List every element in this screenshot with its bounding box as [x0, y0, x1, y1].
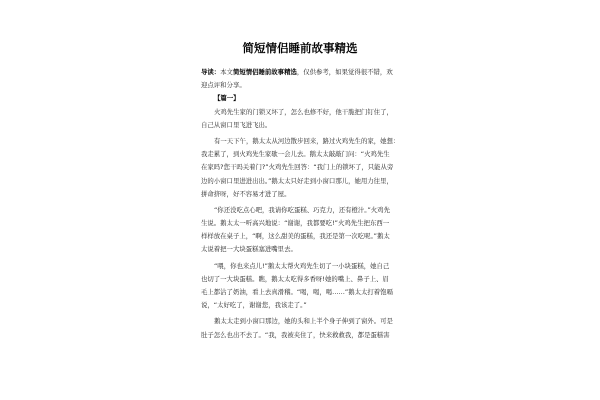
paragraph-line: 肚子怎么也出不去了。“我，我被夹住了，快来救救我，都是蛋糕害 [201, 330, 390, 339]
intro-line [201, 66, 399, 79]
paragraph-line: “喂，你也来点儿!”鹅太太帮火鸡先生切了一小块蛋糕，她自己 [214, 261, 390, 270]
intro-pre: 本文 [220, 68, 233, 76]
paragraph-line: 我走累了，到火鸡先生家歇一会儿去。鹅太太敲敲门问：“火鸡先生 [201, 150, 390, 159]
article-body [201, 66, 399, 342]
paragraph-line: 边的小窗口里进进出出。”鹅太太只好走到小窗口那儿，她用力往里， [201, 176, 393, 185]
intro-post: ，仅供参考，如果觉得很不错，欢 [296, 68, 393, 76]
paragraph-line: 鹅太太走到小窗口那边，她的头和上半个身子伸到了窗外。可是 [214, 317, 393, 326]
paragraph-line: 说，“太好吃了，谢谢您，我该走了。” [201, 301, 307, 310]
paragraph-line: 样样放在桌子上，“啊，这么甜美的蛋糕，我还是第一次吃呢。”鹅太 [201, 232, 390, 241]
paragraph [201, 204, 399, 257]
paragraph-line: 有一天下午，鹅太太从河边散步回来，路过火鸡先生的家，她想： [214, 136, 399, 145]
paragraph-line: “你还没吃点心吧，我请你吃蛋糕、巧克力，还有橙汁。”火鸡先 [214, 205, 390, 214]
paragraph-line: 生说。鹅太太一听高兴地说：“谢谢，我都要吃!”火鸡先生把东西一 [201, 219, 390, 228]
paragraph [201, 106, 399, 132]
paragraph [201, 260, 399, 313]
paragraph-line: 拼命挤呀，好不容易才进了屋。 [201, 189, 291, 198]
intro-label: 导读： [201, 68, 221, 76]
paragraph-line: 火鸡先生家的门锁又坏了，怎么也修不好，他干脆把门钉住了， [214, 107, 393, 116]
paragraph-line: 在家吗?您干吗关着门?”火鸡先生回答：“我门上的锁坏了，只能从旁 [201, 163, 394, 172]
paragraph [201, 315, 399, 341]
paragraph-line: 也切了一大块蛋糕。瞧，鹅太太吃得多香呀!她的嘴上、鼻子上、眉 [201, 274, 389, 283]
paragraph-line: 太说着把一大块蛋糕塞进嘴里去。 [201, 245, 297, 254]
intro-highlight: 简短情侣睡前故事精选 [232, 68, 297, 76]
paragraph-line: 自己从窗口里飞进飞出。 [201, 120, 272, 129]
page-title: 简短情侣睡前故事精选 [242, 41, 358, 55]
section-heading: 【篇一】 [214, 94, 240, 103]
paragraph [201, 135, 399, 201]
intro-line-2: 迎点评和分享。 [201, 81, 246, 90]
paragraph-line: 毛上都沾了奶油，看上去真滑稽。“喝，喝，喝……”鹅太太打着饱嗝 [201, 288, 393, 296]
